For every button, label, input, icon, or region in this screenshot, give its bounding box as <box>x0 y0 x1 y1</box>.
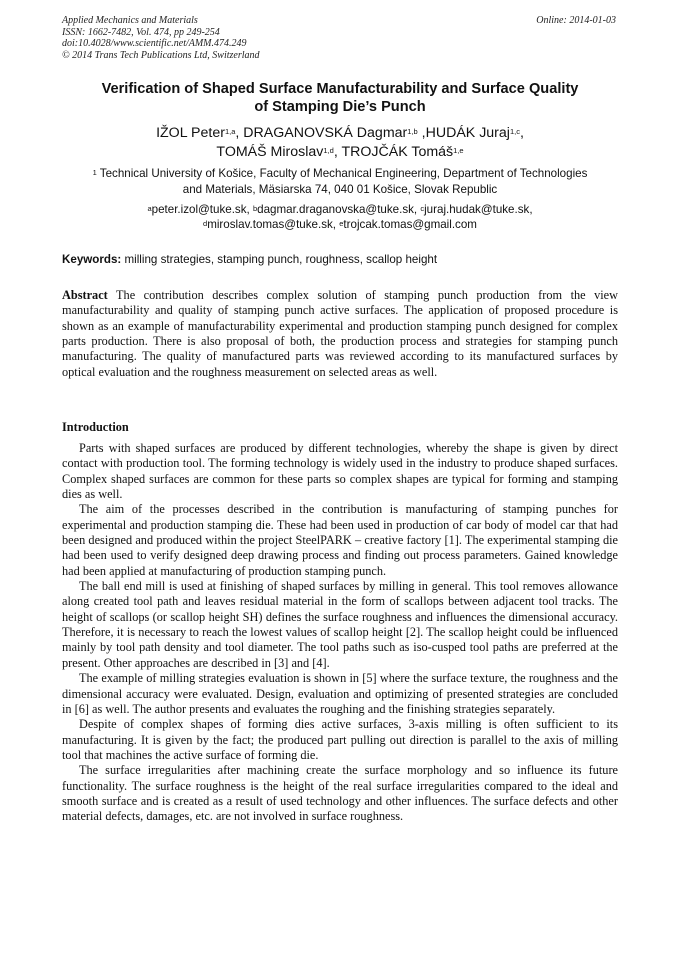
abstract-label: Abstract <box>62 288 108 302</box>
author-sup: 1,d <box>323 145 334 155</box>
email-sup: a <box>147 204 152 213</box>
email-sup: e <box>339 218 344 228</box>
email-address[interactable]: peter.izol@tuke.sk, <box>151 203 253 216</box>
abstract-text: The contribution describes complex solution of stamping punch production from the view manufacturability and quality of stamping punch active surfaces. The application of proposed procedure is shown as an example of manufacturability experimental and production stamping punch designed for complex parts production. There is also proposal of both, the production process and strategies for stamping punch manufacturing. The quality of manufactured parts was reviewed according to its manufactured surfaces by optical evaluation and the roughness measurement on selected areas as well. <box>62 288 618 379</box>
online-date: Online: 2014-01-03 <box>536 15 616 26</box>
copyright-line: © 2014 Trans Tech Publications Ltd, Switzerland <box>62 49 260 61</box>
author-name: TOMÁŠ Miroslav <box>216 143 324 160</box>
paragraph: The surface irregularities after machining create the surface morphology and so influence its future functionality. The surface roughness is the height of the real surface irregularities compared to the ideal and smooth surface and is created as a result of used technology and other influences. The surface defects and other material defects, damages, etc. are not involved in surface roughness. <box>62 763 618 824</box>
author-sep: , <box>235 125 244 141</box>
paragraph: The ball end mill is used at finishing of shaped surfaces by milling in general. This tool removes allowance along created tool path and leaves residual material in the form of scallops between adjacent tool tracks. The height of scallops (or scallop height SH) defines the surface roughness and influences the dimensional accuracy. Therefore, it is necessary to reach the lowest values of scallop height [2]. The scallop height could be influenced mainly by tool path density and tool diameter. The tool paths such as iso-cusped tool paths are preferred at the present. Other approaches are described in [3] and [4]. <box>62 579 618 670</box>
title-line-1: Verification of Shaped Surface Manufacturability and Surface Quality <box>101 81 579 97</box>
paper-title <box>62 81 618 116</box>
title-line-2: of Stamping Die’s Punch <box>254 98 426 115</box>
author-sep: , <box>519 125 524 141</box>
emails-line-1 <box>62 203 618 218</box>
email-address[interactable]: juraj.hudak@tuke.sk, <box>424 203 533 216</box>
keywords-label: Keywords: <box>62 253 122 266</box>
abstract <box>62 288 618 380</box>
email-sup: b <box>252 204 258 213</box>
paragraph: Parts with shaped surfaces are produced by different technologies, whereby the shape is given by direct contact with production tool. The forming technology is widely used in the industry to produce shaped surfaces. Complex shaped surfaces are common for these parts so complex shapes are typical for forming and stamping dies as well. <box>62 441 618 502</box>
author-sup: 1,e <box>453 145 464 155</box>
affiliation <box>62 166 618 198</box>
email-address[interactable]: trojcak.tomas@gmail.com <box>343 217 477 231</box>
issn-line: ISSN: 1662-7482, Vol. 474, pp 249-254 <box>62 26 220 38</box>
section-heading-introduction: Introduction <box>62 420 129 434</box>
author-name: TROJČÁK Tomáš <box>341 143 454 160</box>
email-address[interactable]: dagmar.draganovska@tuke.sk, <box>257 203 421 216</box>
author-list <box>62 124 618 161</box>
journal-header <box>62 15 618 61</box>
email-sup: c <box>420 204 425 213</box>
affiliation-text-1: Technical University of Košice, Faculty of Mechanical Engineering, Department of Technologies <box>96 167 588 180</box>
affiliation-line-1 <box>62 166 618 182</box>
authors-line-1 <box>62 124 618 143</box>
affiliation-line-2: and Materials, Mäsiarska 74, 040 01 Košice, Slovak Republic <box>182 183 498 197</box>
author-sup: 1,c <box>509 127 520 136</box>
doi-line: doi:10.4028/www.scientific.net/AMM.474.249 <box>62 38 247 50</box>
author-name: HUDÁK Juraj <box>425 125 510 141</box>
author-name: DRAGANOVSKÁ Dagmar <box>243 125 408 141</box>
author-sup: 1,b <box>407 127 418 136</box>
author-sep: , <box>417 125 426 141</box>
email-address[interactable]: miroslav.tomas@tuke.sk, <box>207 217 340 231</box>
emails-line-2 <box>62 218 618 233</box>
affiliation-sup: 1 <box>92 168 97 177</box>
keywords-text: milling strategies, stamping punch, roughness, scallop height <box>121 253 438 266</box>
email-list <box>62 203 618 232</box>
introduction-body <box>62 441 618 825</box>
email-sup: d <box>203 218 208 228</box>
author-sep: , <box>333 143 342 160</box>
paragraph: The example of milling strategies evaluation is shown in [5] where the surface texture, the roughness and the dimensional accuracy were evaluated. Design, evaluation and optimizing of presented strategies are concluded in [6] as well. The author presents and evaluates the roughing and the finishing strategies separately. <box>62 671 618 716</box>
authors-line-2 <box>62 143 618 162</box>
journal-name: Applied Mechanics and Materials <box>62 15 198 26</box>
paragraph: Despite of complex shapes of forming dies active surfaces, 3-axis milling is often sufficient to its manufacturing. It is given by the fact; the produced part pulling out direction is parallel to the axis of milling tool that machines the active surface of forming die. <box>62 717 618 762</box>
keywords <box>62 253 618 267</box>
author-sup: 1,a <box>224 127 236 136</box>
paragraph: The aim of the processes described in the contribution is manufacturing of stamping punches for experimental and production stamping die. These had been used in production of car body of model car that had been designed and produced within the project SteelPARK – creative factory [1]. The experimental stamping die had been used to verify designed deep drawing process and finding out process parameters. Gained knowledge had been applied at manufacturing of production stamping punch. <box>62 502 618 578</box>
author-name: IŽOL Peter <box>156 125 225 141</box>
